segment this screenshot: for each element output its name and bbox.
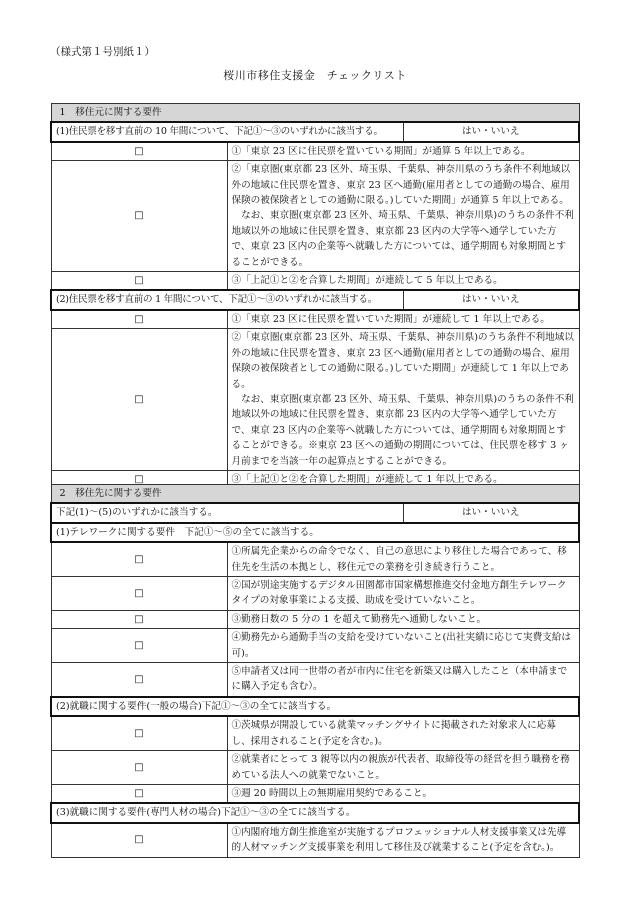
checklist-row [51,823,579,857]
page-title: 桜川市移住支援金 チェックリスト [223,69,407,82]
checklist-table-origin [50,103,580,489]
checklist-item-text: ⑤申請者又は同一世帯の者が市内に住宅を新築又は購入したこと（本申請までに購入予定も含む）。 [227,663,579,697]
checkbox[interactable]: □ [51,577,227,611]
checkbox[interactable]: □ [51,142,227,161]
checkbox[interactable]: □ [51,784,227,803]
yes-no-selector[interactable]: はい・いいえ [403,290,579,309]
section-header [51,104,579,123]
checkbox[interactable]: □ [51,161,227,272]
checklist-item-text: ③「上記①と②を合算した期間」が連続して 1 年以上である。 [227,470,579,488]
group-heading: (3)就職に関する要件(専門人材の場合)下記①～③の全てに該当する。 [51,803,579,822]
group-header [51,697,579,716]
checklist-row [51,716,579,750]
group-heading: (2)就職に関する要件(一般の場合)下記①～③の全てに該当する。 [51,697,579,716]
checklist-row [51,542,579,576]
checkbox[interactable]: □ [51,542,227,576]
checklist-item-text: ①内閣府地方創生推進室が実施するプロフェッショナル人材支援事業又は先導的人材マッチング支援事業を利用して移住及び就業すること(予定を含む。)。 [227,823,579,857]
checklist-row [51,272,579,291]
checklist-item-text: ①「東京 23 区に住民票を置いている期間」が通算 5 年以上である。 [227,142,579,161]
group-heading: (1)テレワークに関する要件 下記①～⑤の全てに該当する。 [51,523,579,542]
checkbox[interactable]: □ [51,610,227,628]
section-lead: 下記(1)～(5)のいずれかに該当する。 [51,503,403,522]
checklist-row [51,161,579,272]
checklist-item-text: ④勤務先から通勤手当の支給を受けていないこと(出社実績に応じて実費支給は可)。 [227,629,579,663]
checklist-item-text: ②就業者にとって 3 親等以内の親族が代表者、取締役等の経営を担う職務を務めている法人への就業でないこと。 [227,751,579,785]
group-heading: (2)住民票を移す直前の 1 年間について、下記①～③のいずれかに該当する。 [51,290,403,309]
checkbox[interactable]: □ [51,751,227,785]
item-paragraph: ②「東京圏(東京都 23 区外、埼玉県、千葉県、神奈川県)のうち条件不利地域以外の地域に住民票を置き、東京 23 区へ通勤(雇用者としての通勤の場合、雇用保険の被保険者としての通勤に限る。)していた期間」が連続して 1 年以上である。 [231,332,574,390]
group-header [51,122,579,141]
checklist-item-text: ①所属先企業からの命令でなく、自己の意思により移住した場合であって、移住先を生活の本拠とし、移住元での業務を引き続き行うこと。 [227,542,579,576]
checkbox[interactable]: □ [51,663,227,697]
checklist-table-destination [50,484,580,858]
checkbox[interactable]: □ [51,470,227,488]
checklist-item-text [227,161,579,272]
checklist-item-text: ①「東京 23 区に住民票を置いていた期間」が連続して 1 年以上である。 [227,310,579,329]
checklist-item-text: ①茨城県が開設している就業マッチングサイトに掲載された対象求人に応募し、採用されること(予定を含む。)。 [227,716,579,750]
yes-no-selector[interactable]: はい・いいえ [403,503,579,522]
yes-no-selector[interactable]: はい・いいえ [403,122,579,141]
checkbox[interactable]: □ [51,310,227,329]
checklist-row [51,310,579,329]
checkbox[interactable]: □ [51,823,227,857]
group-header [51,290,579,309]
checklist-row [51,142,579,161]
checkbox[interactable]: □ [51,629,227,663]
checklist-row [51,329,579,471]
checkbox[interactable]: □ [51,716,227,750]
section-title: 1 移住元に関する要件 [51,104,579,123]
item-paragraph: ②「東京圏(東京都 23 区外、埼玉県、千葉県、神奈川県のうち条件不利地域以外の地域に住民票を置き、東京 23 区へ通勤(雇用者としての通勤の場合、雇用保険の被保険者としての通勤に限る。)していた期間」が通算 5 年以上である。 [231,164,571,207]
section-header [51,485,579,504]
checklist-item-text: ③週 20 時間以上の無期雇用契約であること。 [227,784,579,803]
item-note: なお、東京圏(東京都 23 区外、埼玉県、千葉県、神奈川県)のうちの条件不利地域以外の地域に住民票を置き、東京都 23 区内の大学等へ通学していた方で、東京 23 区内の企業等へ就職した方については、通学期間も対象期間とすることができる。 [231,210,574,268]
group-heading: (1)住民票を移す直前の 10 年間について、下記①～③のいずれかに該当する。 [51,122,403,141]
checkbox[interactable]: □ [51,272,227,291]
checklist-item-text: ③勤務日数の 5 分の 1 を超えて勤務先へ通勤しないこと。 [227,610,579,628]
checklist-row [51,663,579,697]
checklist-row [51,610,579,628]
checkbox[interactable]: □ [51,329,227,471]
form-number: （様式第１号別紙１） [50,46,155,58]
group-header [51,803,579,822]
checklist-item-text: ②国が別途実施するデジタル田園都市国家構想推進交付金地方創生テレワークタイプの対象事業による支援、助成を受けていないこと。 [227,577,579,611]
checklist-row [51,784,579,803]
checklist-item-text: ③「上記①と②を合算した期間」が連続して 5 年以上である。 [227,272,579,291]
checklist-row [51,751,579,785]
group-header [51,503,579,522]
section-title: 2 移住先に関する要件 [51,485,579,504]
item-note: なお、東京圏(東京都 23 区外、埼玉県、千葉県、神奈川県)のうちの条件不利地域以外の地域に住民票を置き、東京都 23 区内の大学等へ通学していた方で、東京 23 区内の企業等へ就職した方については、通学期間も対象期間とすることができる。※東京 23 区への通勤の期間については、住民票を移す 3 ヶ月前までを当該一年の起算点とすることができる。 [231,393,574,467]
checklist-row [51,629,579,663]
group-header [51,523,579,542]
checklist-row [51,577,579,611]
checklist-item-text [227,329,579,471]
